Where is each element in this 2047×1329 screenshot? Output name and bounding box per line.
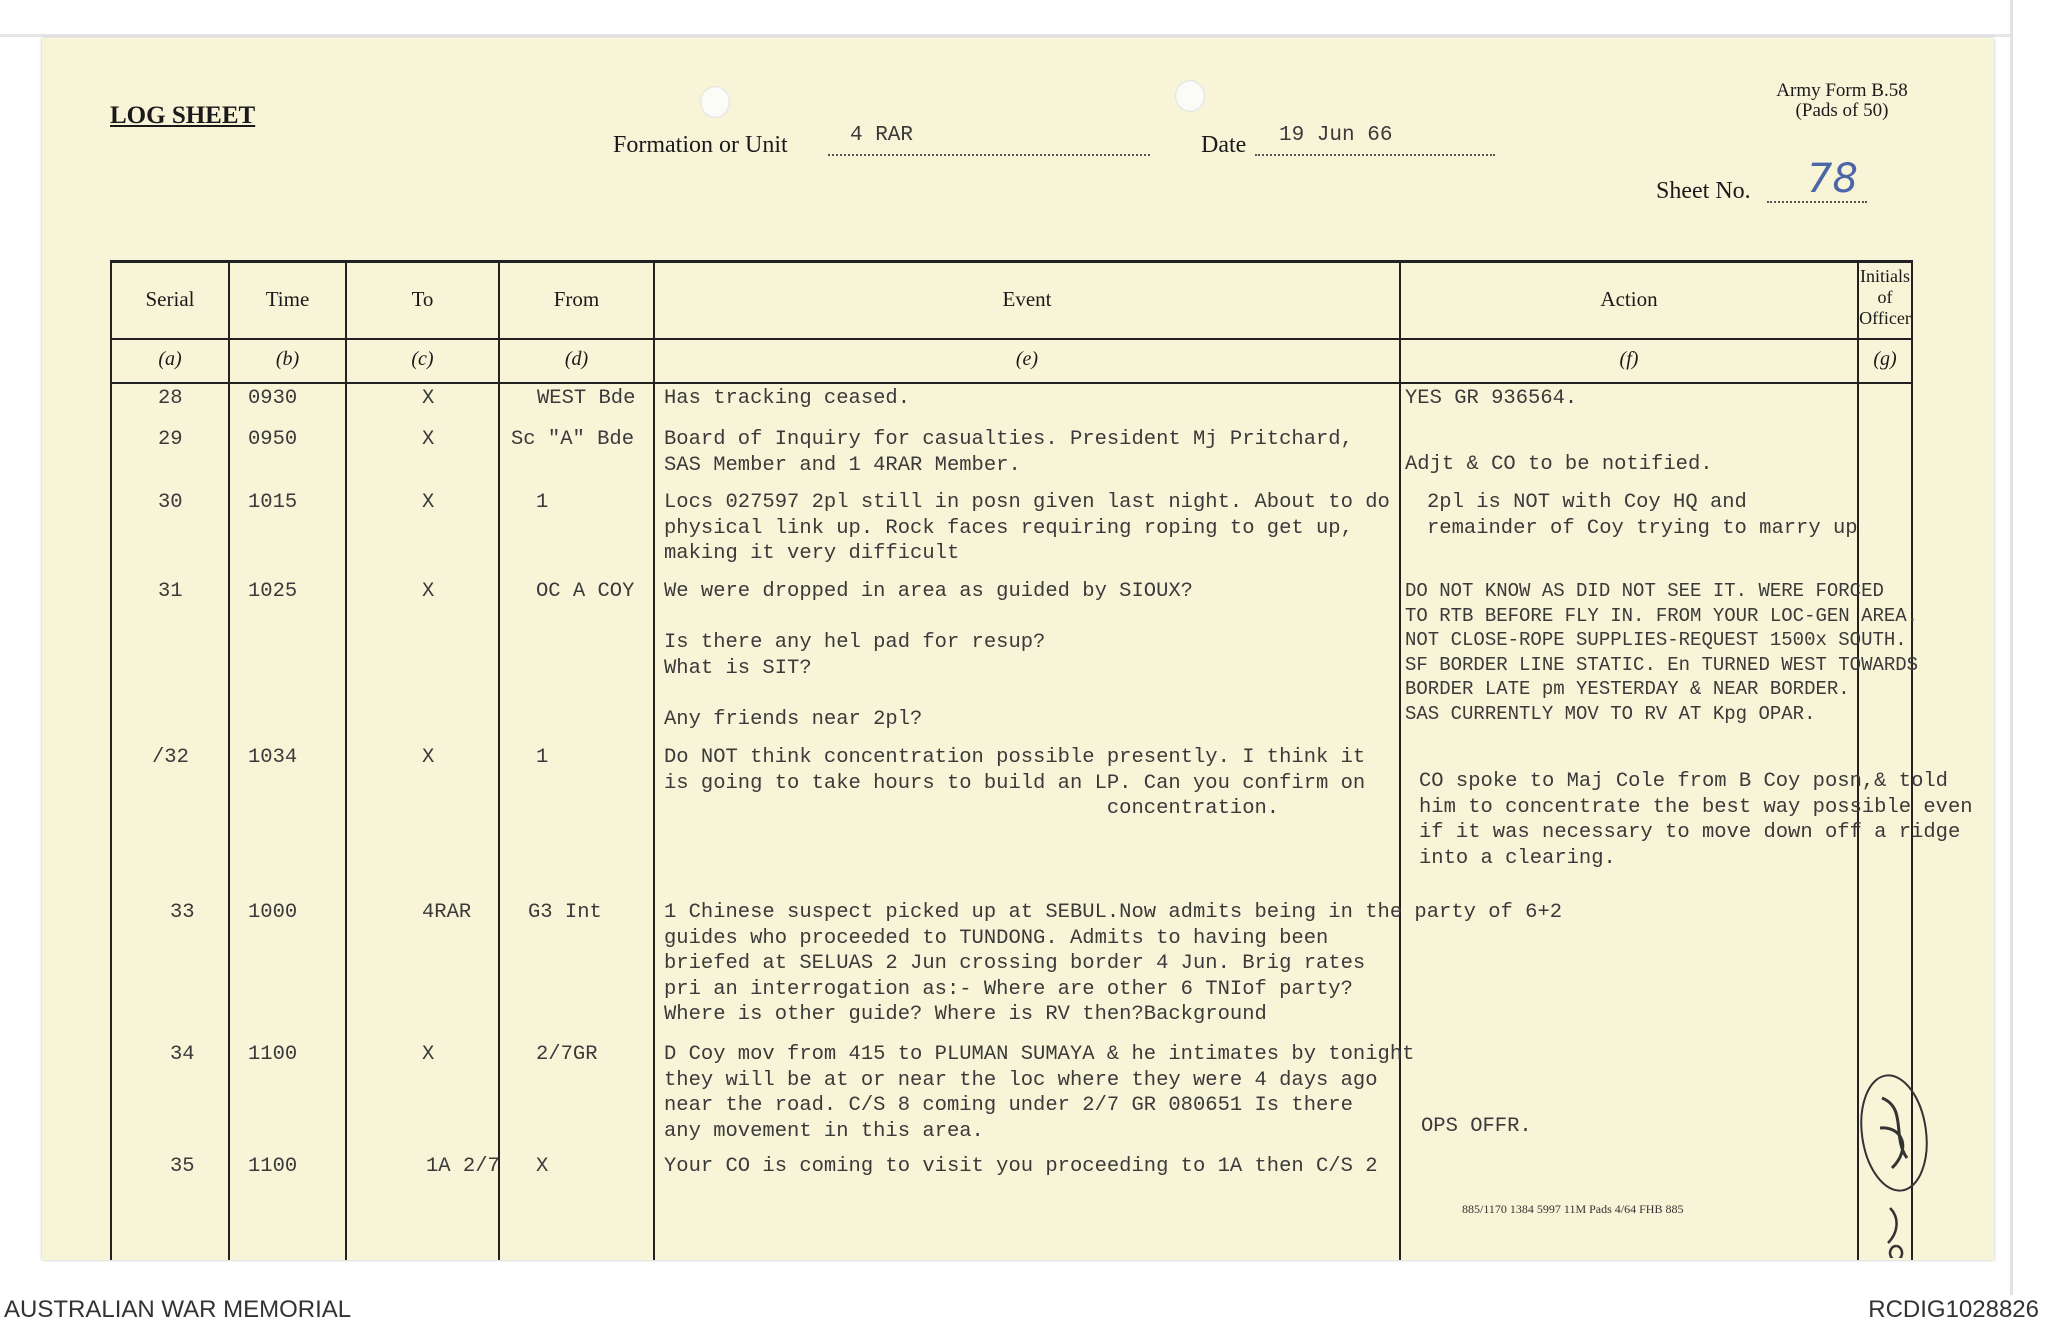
cell-event: We were dropped in area as guided by SIOUX? Is there any hel pad for resup? What is SIT? Any friends near 2pl? — [664, 580, 1193, 731]
cell-event: Locs 027597 2pl still in posn given last night. About to do physical link up. Rock faces requiring roping to get up, making it very difficult — [664, 491, 1390, 565]
unit-dotted-line — [828, 154, 1150, 156]
cell-from: OC A COY — [536, 580, 635, 603]
colhead-from: From — [553, 287, 600, 311]
unit-value: 4 RAR — [850, 124, 914, 147]
cell-time: 1000 — [248, 901, 298, 924]
cell-event: D Coy mov from 415 to PLUMAN SUMAYA & he intimates by tonight they will be at or near the loc where they were 4 days ago near the road. C/S 8 coming under 2/7 GR 080651 Is there any movement in this area. — [664, 1043, 1415, 1143]
header-divider — [110, 338, 1913, 340]
cell-to: X — [422, 746, 435, 769]
cell-from: X — [536, 1155, 549, 1178]
colletter-g: (g) — [1873, 348, 1897, 370]
cell-time: 0930 — [248, 387, 298, 410]
colletter-a: (a) — [158, 348, 182, 370]
cell-action: DO NOT KNOW AS DID NOT SEE IT. WERE FORCED TO RTB BEFORE FLY IN. FROM YOUR LOC-GEN AREA. NOT CLOSE-ROPE SUPPLIES-REQUEST 1500x SOUTH. SF BORDER LINE STATIC. En TURNED WEST TOWARDS BORDER LATE pm YESTERDAY & NEAR BORDER. SAS CURRENTLY MOV TO RV AT Kpg OPAR. — [1405, 580, 1919, 725]
cell-serial: 34 — [170, 1043, 195, 1066]
colhead-event: Event — [1002, 287, 1052, 311]
colhead-time: Time — [265, 287, 310, 311]
cell-serial: 29 — [158, 428, 183, 451]
col-border-0 — [110, 260, 112, 1260]
col-border-1 — [228, 260, 230, 1260]
colletter-d: (d) — [564, 348, 589, 370]
cell-action: Adjt & CO to be notified. — [1405, 453, 1713, 476]
cell-to: X — [422, 491, 435, 514]
scan-border-right — [2010, 0, 2013, 1295]
cell-event: Your CO is coming to visit you proceeding to 1A then C/S 2 — [664, 1155, 1378, 1178]
cell-action: YES GR 936564. — [1405, 387, 1578, 410]
punch-hole-right — [1175, 80, 1205, 112]
cell-from: 1 — [536, 746, 549, 769]
colhead-initials: Initials of Officer — [1859, 266, 1911, 328]
cell-from: 2/7GR — [536, 1043, 598, 1066]
officer-initials-signature — [1852, 1038, 1942, 1258]
colletter-e: (e) — [1015, 348, 1039, 370]
cell-action: 2pl is NOT with Coy HQ and remainder of Coy trying to marry up — [1427, 491, 1858, 540]
cell-to: X — [422, 1043, 435, 1066]
cell-serial: 35 — [170, 1155, 195, 1178]
scan-border-top — [0, 34, 2010, 37]
form-label: Army Form B.58 — [1776, 80, 1908, 101]
cell-serial: 30 — [158, 491, 183, 514]
cell-action: OPS OFFR. — [1421, 1115, 1532, 1138]
cell-time: 0950 — [248, 428, 298, 451]
cell-action: CO spoke to Maj Cole from B Coy posn,& told him to concentrate the best way possible even if it was necessary to move down off a ridge into a clearing. — [1419, 770, 1973, 870]
cell-serial: 31 — [158, 580, 183, 603]
punch-hole-left — [700, 86, 730, 118]
cell-from: Sc "A" Bde — [511, 428, 635, 451]
cell-to: X — [422, 428, 435, 451]
date-value: 19 Jun 66 — [1279, 124, 1393, 147]
col-border-3 — [498, 260, 500, 1260]
colhead-to: To — [411, 287, 434, 311]
table-top-border — [110, 260, 1913, 263]
cell-event: 1 Chinese suspect picked up at SEBUL.Now admits being in the party of 6+2 guides who proceeded to TUNDONG. Admits to having been briefed at SELUAS 2 Jun crossing border 4 Jun. Brig rates pri an interrogation as:- Where are other 6 TNIof party? Where is other guide? Where is RV then?Background — [664, 901, 1563, 1026]
cell-from: 1 — [536, 491, 549, 514]
cell-time: 1015 — [248, 491, 298, 514]
cell-time: 1100 — [248, 1043, 298, 1066]
colletter-c: (c) — [411, 348, 434, 370]
colhead-action: Action — [1600, 287, 1658, 311]
cell-time: 1034 — [248, 746, 298, 769]
sheet-no-label: Sheet No. — [1656, 178, 1751, 204]
col-border-4 — [653, 260, 655, 1260]
log-sheet-page — [42, 38, 1994, 1260]
letter-divider — [110, 382, 1913, 384]
date-label: Date — [1201, 132, 1247, 158]
cell-serial: /32 — [152, 746, 189, 769]
cell-to: 1A 2/7 — [426, 1155, 500, 1178]
colletter-b: (b) — [275, 348, 300, 370]
colhead-serial: Serial — [145, 287, 195, 311]
date-dotted-line — [1255, 154, 1495, 156]
cell-from: WEST Bde — [537, 387, 636, 410]
cell-serial: 33 — [170, 901, 195, 924]
cell-to: X — [422, 580, 435, 603]
footer-source: AUSTRALIAN WAR MEMORIAL — [4, 1296, 352, 1323]
cell-time: 1100 — [248, 1155, 298, 1178]
sheet-no-value: 78 — [1807, 156, 1858, 202]
cell-to: 4RAR — [422, 901, 472, 924]
unit-label: Formation or Unit — [613, 132, 788, 158]
col-border-2 — [345, 260, 347, 1260]
print-code: 885/1170 1384 5997 11M Pads 4/64 FHB 885 — [1462, 1202, 1684, 1216]
cell-event: Board of Inquiry for casualties. President Mj Pritchard, SAS Member and 1 4RAR Member. — [664, 428, 1353, 477]
cell-from: G3 Int — [528, 901, 602, 924]
colletter-f: (f) — [1619, 348, 1639, 370]
form-pads: (Pads of 50) — [1795, 100, 1889, 121]
footer-id: RCDIG1028826 — [1868, 1296, 2039, 1323]
cell-event: Has tracking ceased. — [664, 387, 911, 410]
cell-to: X — [422, 387, 435, 410]
sheet-title: LOG SHEET — [110, 102, 256, 129]
cell-time: 1025 — [248, 580, 298, 603]
cell-event: Do NOT think concentration possible presently. I think it is going to take hours to build an LP. Can you confirm on concentration. — [664, 746, 1366, 820]
cell-serial: 28 — [158, 387, 183, 410]
